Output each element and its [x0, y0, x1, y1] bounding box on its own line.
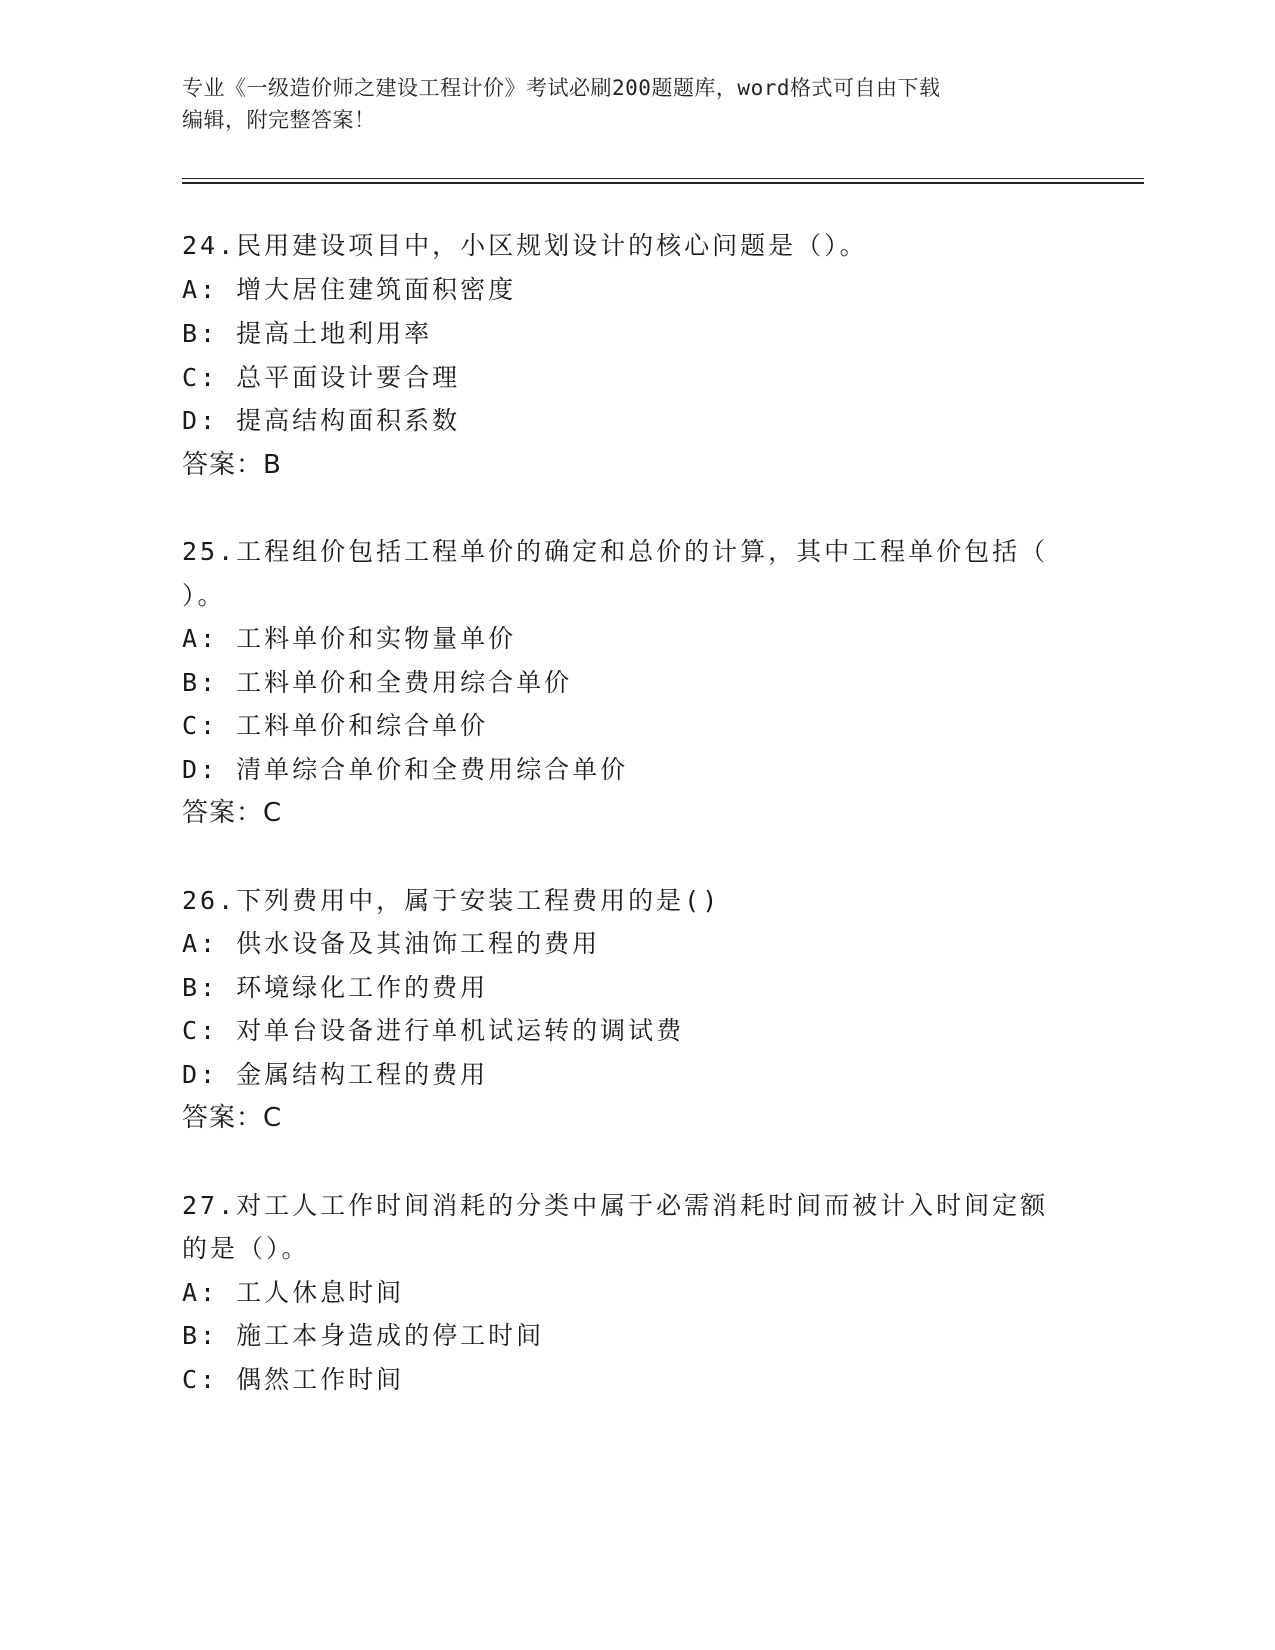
question-25-option-d: D: 清单综合单价和全费用综合单价 — [182, 755, 629, 784]
question-24-option-a: A: 增大居住建筑面积密度 — [182, 275, 517, 304]
question-26-answer: 答案：C — [182, 1103, 283, 1133]
question-27-stem-line-2: 的是（）。 — [182, 1234, 310, 1263]
question-24-option-b: B: 提高土地利用率 — [182, 319, 433, 348]
question-27-option-b: B: 施工本身造成的停工时间 — [182, 1321, 545, 1350]
question-25-option-b: B: 工料单价和全费用综合单价 — [182, 668, 573, 697]
question-24-option-d: D: 提高结构面积系数 — [182, 406, 461, 435]
header-divider-top — [182, 178, 1144, 179]
question-25-answer: 答案：C — [182, 798, 283, 828]
header-line-1: 专业《一级造价师之建设工程计价》考试必刷200题题库，word格式可自由下载 — [182, 76, 941, 100]
header-line-2: 编辑，附完整答案！ — [182, 108, 376, 132]
question-24-answer: 答案：B — [182, 450, 282, 480]
question-25-stem-line-1: 25.工程组价包括工程单价的确定和总价的计算，其中工程单价包括（ — [182, 537, 1049, 566]
question-24-option-c: C: 总平面设计要合理 — [182, 363, 461, 392]
question-24-stem: 24.民用建设项目中，小区规划设计的核心问题是（）。 — [182, 231, 868, 260]
question-25-stem-line-2: ）。 — [182, 581, 226, 610]
question-27-stem-line-1: 27.对工人工作时间消耗的分类中属于必需消耗时间而被计入时间定额 — [182, 1191, 1049, 1220]
header-divider-bottom — [182, 182, 1144, 184]
question-25-option-a: A: 工料单价和实物量单价 — [182, 624, 517, 653]
question-26-stem: 26.下列费用中，属于安装工程费用的是() — [182, 886, 721, 915]
question-26-option-c: C: 对单台设备进行单机试运转的调试费 — [182, 1016, 685, 1045]
question-26-option-b: B: 环境绿化工作的费用 — [182, 973, 489, 1002]
question-27-option-c: C: 偶然工作时间 — [182, 1365, 405, 1394]
question-26-option-d: D: 金属结构工程的费用 — [182, 1060, 489, 1089]
document-header — [182, 72, 1062, 136]
question-25-option-c: C: 工料单价和综合单价 — [182, 711, 489, 740]
question-27-option-a: A: 工人休息时间 — [182, 1278, 405, 1307]
question-26-option-a: A: 供水设备及其油饰工程的费用 — [182, 929, 601, 958]
